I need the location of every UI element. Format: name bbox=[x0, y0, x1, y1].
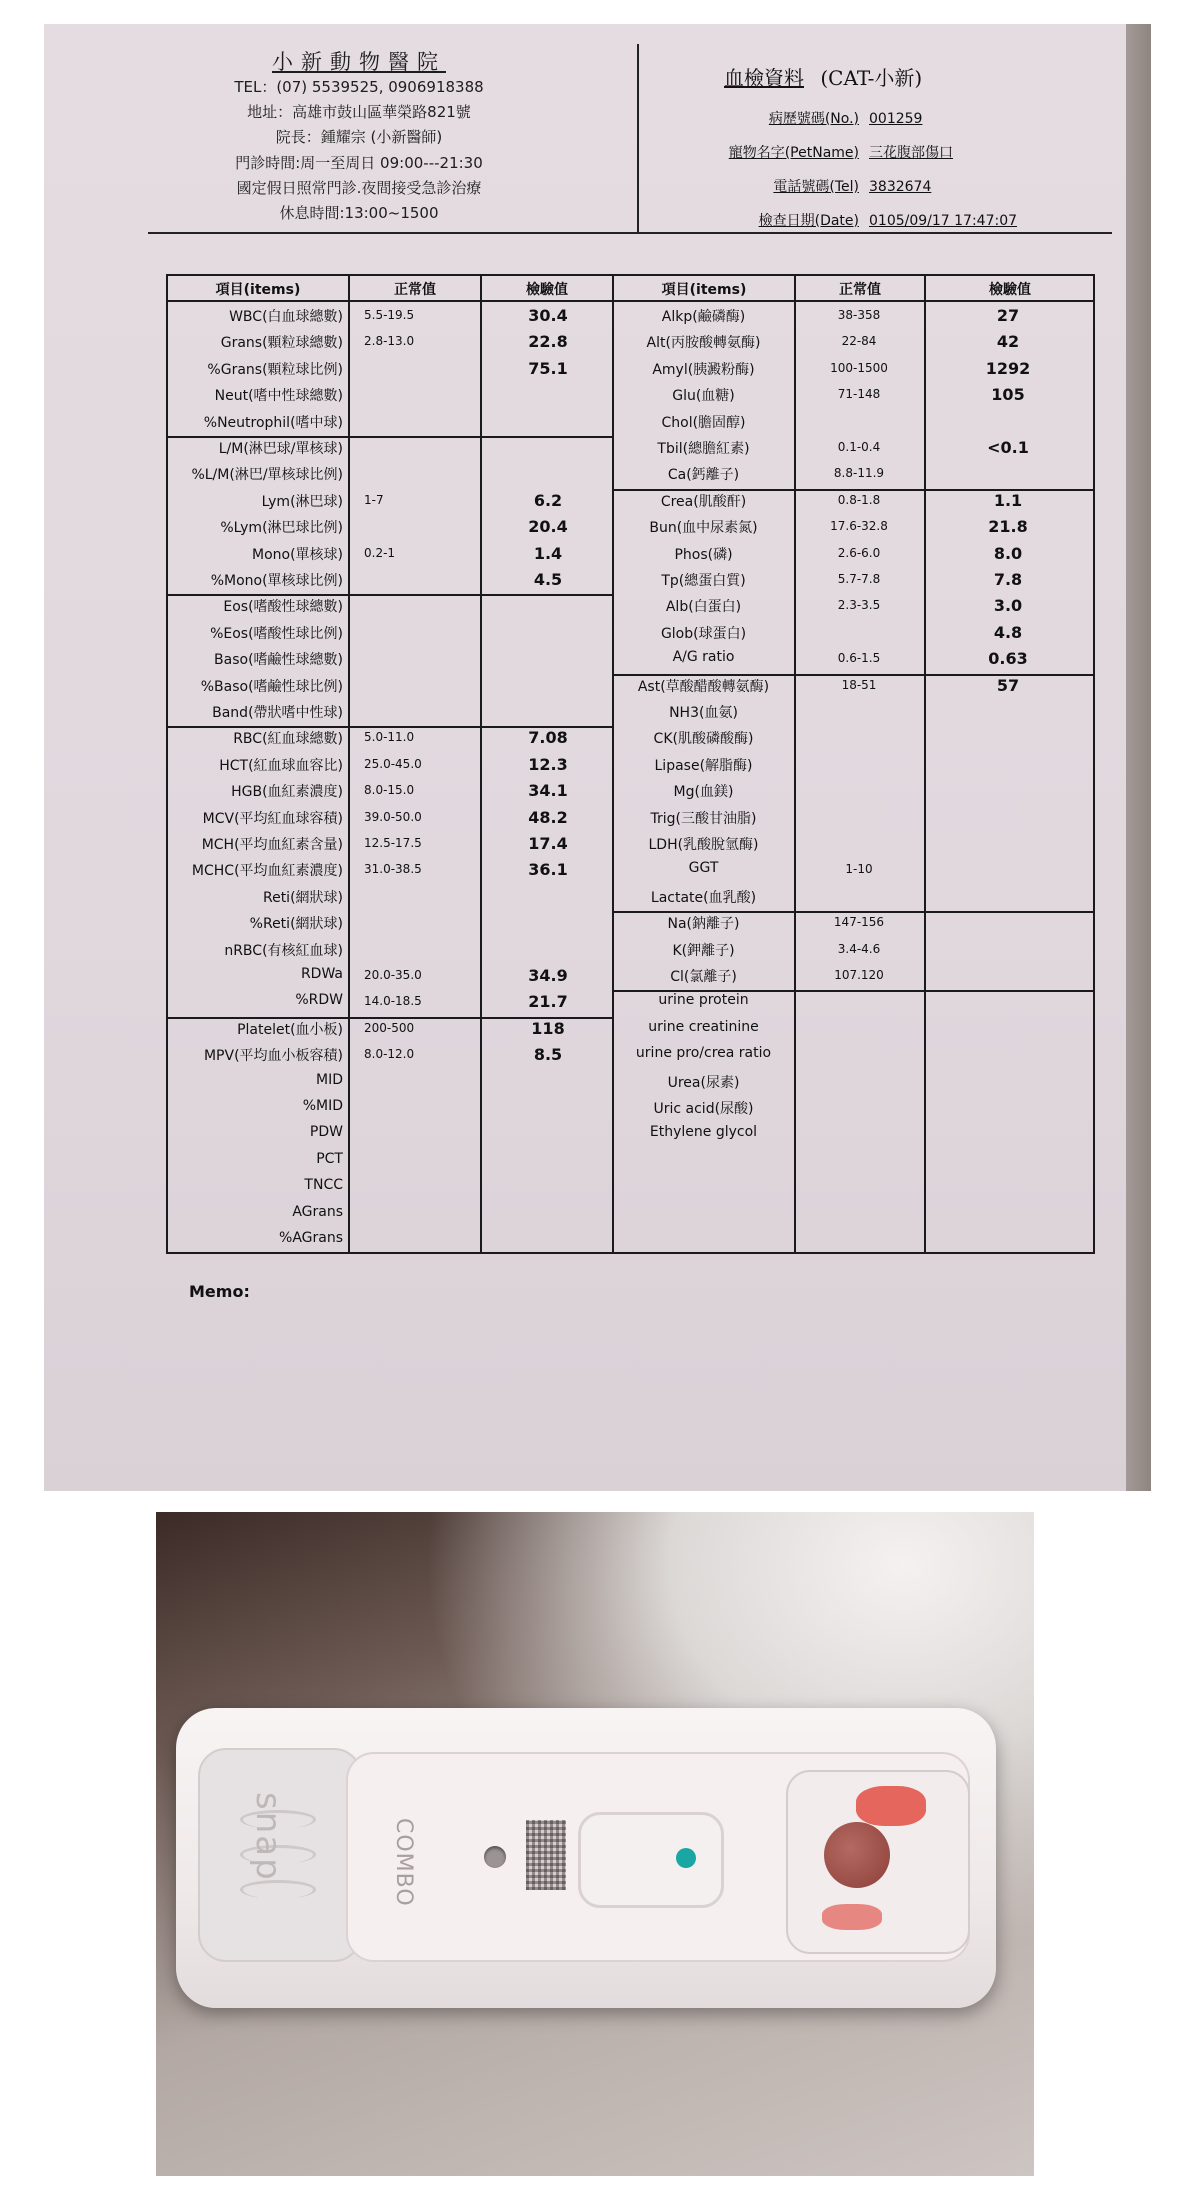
lab-report-photo bbox=[44, 24, 1151, 1491]
right-item-value: 21.8 bbox=[988, 517, 1028, 537]
left-item-name: %Reti(網狀球) bbox=[249, 916, 343, 933]
left-item-name: MCHC(平均血紅素濃度) bbox=[191, 863, 343, 880]
right-item-name: Chol(膽固醇) bbox=[661, 414, 746, 431]
info-row-tel bbox=[664, 176, 1064, 196]
report-subtitle: (CAT-小新) bbox=[820, 66, 923, 90]
right-item-name: CK(肌酸磷酸酶) bbox=[653, 731, 754, 748]
right-item-name: Amyl(胰澱粉酶) bbox=[652, 361, 755, 378]
header-divider-vertical bbox=[637, 44, 639, 234]
left-item-name: %MID bbox=[302, 1098, 343, 1114]
left-item-value: 22.8 bbox=[528, 332, 568, 352]
right-item-name: urine creatinine bbox=[648, 1018, 759, 1035]
right-item-name: Mg(血鎂) bbox=[673, 784, 734, 801]
left-item-name: %Baso(嗜鹼性球比例) bbox=[200, 678, 343, 695]
right-item-normal: 100-1500 bbox=[830, 360, 888, 375]
right-item-name: A/G ratio bbox=[672, 649, 735, 666]
clinic-tel: TEL：(07) 5539525, 0906918388 bbox=[234, 78, 484, 96]
left-item-name: Band(帶狀嗜中性球) bbox=[212, 705, 343, 721]
clinic-holiday-note: 國定假日照常門診.夜間接受急診治療 bbox=[236, 179, 482, 197]
left-item-name: Reti(網狀球) bbox=[262, 889, 343, 906]
left-item-name: %AGrans bbox=[279, 1230, 343, 1246]
header-value-right: 檢驗值 bbox=[989, 282, 1031, 298]
right-item-normal: 71-148 bbox=[837, 387, 881, 402]
header-normal-left: 正常值 bbox=[394, 282, 436, 298]
col-divider bbox=[612, 276, 614, 1252]
clinic-name: 小新動物醫院 bbox=[272, 50, 446, 74]
right-item-normal: 18-51 bbox=[841, 677, 877, 692]
left-item-value: 4.5 bbox=[533, 570, 563, 589]
blood-smear bbox=[822, 1904, 882, 1930]
left-group-divider bbox=[168, 726, 612, 728]
left-item-value: 34.1 bbox=[528, 781, 568, 801]
right-item-normal: 0.6-1.5 bbox=[837, 651, 881, 666]
report-title bbox=[724, 62, 922, 91]
right-item-normal: 38-358 bbox=[837, 308, 881, 322]
right-item-name: GGT bbox=[688, 860, 719, 877]
left-item-normal: 25.0-45.0 bbox=[364, 756, 422, 771]
right-group-divider bbox=[612, 990, 1093, 992]
right-item-name: Phos(磷) bbox=[674, 546, 733, 563]
blood-sample-pad bbox=[824, 1822, 890, 1888]
lab-results-table bbox=[166, 274, 1095, 1254]
right-item-name: NH3(血氨) bbox=[669, 705, 738, 721]
right-item-name: LDH(乳酸脫氫酶) bbox=[648, 837, 759, 853]
right-item-normal: 8.8-11.9 bbox=[833, 466, 885, 481]
right-item-value: <0.1 bbox=[987, 438, 1029, 457]
left-item-name: MCH(平均血紅素含量) bbox=[201, 837, 343, 853]
header-items-left: 項目(items) bbox=[215, 282, 301, 298]
right-item-name: Alkp(鹼磷酶) bbox=[661, 309, 746, 325]
left-item-value: 30.4 bbox=[528, 306, 568, 325]
right-item-value: 27 bbox=[996, 306, 1020, 325]
left-item-value: 8.5 bbox=[533, 1045, 563, 1065]
left-item-name: %Neutrophil(嗜中球) bbox=[203, 414, 343, 431]
right-item-value: 0.63 bbox=[988, 649, 1028, 669]
left-item-value: 12.3 bbox=[528, 754, 568, 774]
left-item-name: PDW bbox=[309, 1124, 343, 1141]
right-item-normal: 2.6-6.0 bbox=[837, 545, 881, 560]
left-item-name: HCT(紅血球血容比) bbox=[219, 757, 343, 774]
info-value: 三花腹部傷口 bbox=[869, 145, 953, 161]
memo-label: Memo: bbox=[189, 1282, 250, 1301]
info-value: 0105/09/17 17:47:07 bbox=[869, 213, 1018, 229]
info-row-record-no bbox=[664, 108, 1064, 128]
left-item-value: 48.2 bbox=[528, 807, 568, 827]
left-item-normal: 2.8-13.0 bbox=[364, 334, 415, 349]
clinic-address: 地址：高雄市鼓山區華榮路821號 bbox=[247, 103, 471, 121]
left-item-normal: 39.0-50.0 bbox=[364, 809, 422, 824]
right-item-name: Urea(尿素) bbox=[667, 1074, 740, 1091]
left-item-normal: 31.0-38.5 bbox=[364, 862, 422, 877]
right-item-name: Ca(鈣離子) bbox=[667, 467, 740, 484]
right-item-normal: 107.120 bbox=[834, 968, 884, 982]
header-normal-right: 正常值 bbox=[839, 282, 881, 298]
left-item-name: %Lym(淋巴球比例) bbox=[220, 520, 343, 537]
left-group-divider bbox=[168, 1017, 612, 1019]
right-item-name: Cl(氯離子) bbox=[670, 969, 737, 985]
right-item-normal: 0.8-1.8 bbox=[837, 492, 881, 507]
left-item-value: 34.9 bbox=[528, 966, 568, 985]
right-item-normal: 0.1-0.4 bbox=[837, 440, 881, 454]
info-value: 001259 bbox=[869, 111, 923, 127]
right-item-name: Ethylene glycol bbox=[649, 1124, 758, 1141]
left-item-value: 17.4 bbox=[528, 834, 568, 853]
left-item-normal: 1-7 bbox=[364, 492, 384, 507]
right-item-name: urine protein bbox=[658, 992, 749, 1009]
header-items-right: 項目(items) bbox=[661, 282, 747, 298]
left-item-normal: 20.0-35.0 bbox=[364, 968, 422, 982]
left-item-name: %Mono(單核球比例) bbox=[210, 573, 343, 589]
info-value: 3832674 bbox=[869, 179, 932, 195]
right-item-value: 3.0 bbox=[993, 596, 1023, 616]
right-group-divider bbox=[612, 911, 1093, 913]
right-item-value: 7.8 bbox=[993, 570, 1023, 589]
right-item-name: Tp(總蛋白質) bbox=[661, 573, 746, 589]
header-value-left: 檢驗值 bbox=[526, 282, 568, 298]
left-item-name: PCT bbox=[316, 1150, 343, 1167]
left-item-name: %Grans(顆粒球比例) bbox=[207, 361, 343, 378]
left-item-value: 118 bbox=[531, 1018, 565, 1038]
left-item-name: nRBC(有核紅血球) bbox=[224, 942, 343, 959]
left-item-name: MID bbox=[316, 1071, 343, 1088]
right-item-name: Glu(血糖) bbox=[672, 388, 735, 405]
left-item-name: Grans(顆粒球總數) bbox=[220, 335, 343, 352]
clinic-director: 院長：鍾耀宗 (小新醫師) bbox=[275, 128, 443, 146]
right-item-name: Lipase(解脂酶) bbox=[654, 757, 753, 774]
left-item-normal: 5.0-11.0 bbox=[364, 730, 415, 745]
right-item-value: 105 bbox=[991, 385, 1025, 405]
right-item-normal: 2.3-3.5 bbox=[837, 598, 881, 613]
right-item-name: Trig(三酸甘油脂) bbox=[650, 810, 757, 827]
left-item-value: 75.1 bbox=[528, 358, 568, 378]
right-item-value: 57 bbox=[996, 675, 1020, 695]
test-cartridge bbox=[176, 1708, 996, 2008]
left-item-name: Platelet(血小板) bbox=[237, 1021, 343, 1038]
left-item-normal: 14.0-18.5 bbox=[364, 994, 422, 1009]
left-item-value: 21.7 bbox=[528, 992, 568, 1012]
right-item-value: 8.0 bbox=[993, 543, 1023, 563]
result-window bbox=[578, 1812, 724, 1908]
col-divider bbox=[480, 276, 482, 1252]
left-item-name: AGrans bbox=[292, 1203, 343, 1220]
left-item-name: MPV(平均血小板容積) bbox=[203, 1048, 343, 1065]
left-item-name: L/M(淋巴球/單核球) bbox=[218, 441, 343, 457]
right-item-name: Alt(丙胺酸轉氨酶) bbox=[646, 335, 761, 352]
datamatrix-code bbox=[526, 1820, 566, 1890]
left-item-normal: 0.2-1 bbox=[364, 545, 396, 560]
left-item-name: RBC(紅血球總數) bbox=[233, 731, 343, 748]
cartridge-model: COMBO bbox=[391, 1818, 416, 1907]
left-item-name: Mono(單核球) bbox=[251, 546, 343, 563]
left-item-name: MCV(平均紅血球容積) bbox=[202, 810, 343, 827]
right-item-value: 1292 bbox=[985, 358, 1031, 378]
info-label: 病歷號碼(No.) bbox=[768, 111, 859, 127]
left-item-name: Lym(淋巴球) bbox=[261, 493, 343, 510]
left-item-normal: 5.5-19.5 bbox=[364, 308, 415, 322]
left-item-value: 36.1 bbox=[528, 860, 568, 880]
right-item-normal: 22-84 bbox=[841, 334, 877, 349]
left-item-normal: 200-500 bbox=[364, 1020, 415, 1035]
right-item-normal: 1-10 bbox=[845, 862, 873, 877]
left-item-normal: 8.0-12.0 bbox=[364, 1047, 415, 1062]
right-item-name: Tbil(總膽紅素) bbox=[657, 441, 750, 457]
paper-edge bbox=[1126, 24, 1151, 1491]
right-item-normal: 5.7-7.8 bbox=[837, 572, 881, 586]
cartridge-brand: snap bbox=[248, 1792, 288, 1882]
right-item-normal: 3.4-4.6 bbox=[837, 941, 881, 956]
test-cartridge-photo bbox=[156, 1512, 1034, 2176]
left-item-name: WBC(白血球總數) bbox=[229, 309, 343, 325]
left-item-name: %Eos(嗜酸性球比例) bbox=[210, 625, 343, 642]
right-group-divider bbox=[612, 489, 1093, 491]
blood-smear bbox=[856, 1786, 926, 1826]
right-item-value: 42 bbox=[996, 332, 1020, 352]
right-item-normal: 147-156 bbox=[833, 915, 885, 930]
right-item-name: K(鉀離子) bbox=[672, 942, 735, 959]
left-item-value: 20.4 bbox=[528, 517, 568, 537]
right-group-divider bbox=[612, 674, 1093, 676]
info-label: 寵物名字(PetName) bbox=[728, 145, 859, 161]
left-item-name: Eos(嗜酸性球總數) bbox=[223, 599, 343, 616]
right-item-name: Glob(球蛋白) bbox=[660, 625, 747, 642]
left-item-name: HGB(血紅素濃度) bbox=[231, 784, 343, 801]
clinic-break-time: 休息時間:13:00~1500 bbox=[279, 204, 439, 222]
left-item-value: 7.08 bbox=[528, 728, 568, 748]
left-item-name: %RDW bbox=[295, 992, 343, 1009]
left-item-name: %L/M(淋巴/單核球比例) bbox=[191, 467, 343, 484]
right-item-name: Bun(血中尿素氮) bbox=[649, 520, 758, 537]
right-item-name: Ast(草酸醋酸轉氨酶) bbox=[637, 678, 770, 695]
left-item-name: TNCC bbox=[304, 1177, 343, 1194]
left-item-normal: 12.5-17.5 bbox=[364, 836, 422, 850]
right-item-value: 1.1 bbox=[993, 490, 1023, 510]
left-item-value: 6.2 bbox=[533, 490, 563, 510]
right-item-name: urine pro/crea ratio bbox=[635, 1045, 772, 1062]
left-item-name: Baso(嗜鹼性球總數) bbox=[214, 652, 343, 669]
left-item-normal: 8.0-15.0 bbox=[364, 783, 415, 798]
left-item-name: Neut(嗜中性球總數) bbox=[214, 388, 343, 405]
right-item-name: Crea(肌酸酐) bbox=[660, 493, 747, 510]
info-row-pet-name bbox=[664, 142, 1064, 162]
right-item-name: Alb(白蛋白) bbox=[665, 599, 742, 616]
header-divider-horizontal bbox=[148, 232, 1112, 234]
right-item-name: Na(鈉離子) bbox=[667, 916, 740, 933]
info-label: 電話號碼(Tel) bbox=[773, 179, 859, 195]
col-divider bbox=[924, 276, 926, 1252]
grip-ridge bbox=[240, 1880, 316, 1899]
header-underline bbox=[168, 300, 1093, 302]
control-spot bbox=[676, 1848, 696, 1868]
col-divider bbox=[348, 276, 350, 1252]
col-divider bbox=[794, 276, 796, 1252]
left-group-divider bbox=[168, 436, 612, 438]
right-item-value: 4.8 bbox=[993, 622, 1023, 642]
right-item-name: Lactate(血乳酸) bbox=[650, 889, 757, 906]
left-item-value: 1.4 bbox=[533, 543, 563, 563]
report-title-text: 血檢資料 bbox=[724, 66, 804, 90]
left-item-name: RDWa bbox=[300, 966, 343, 982]
right-item-normal: 17.6-32.8 bbox=[830, 519, 888, 534]
sample-well bbox=[484, 1846, 506, 1868]
left-group-divider bbox=[168, 594, 612, 596]
right-item-name: Uric acid(尿酸) bbox=[653, 1101, 754, 1117]
info-label: 檢查日期(Date) bbox=[758, 213, 859, 229]
info-row-date bbox=[664, 210, 1064, 230]
clinic-hours: 門診時間:周一至周日 09:00---21:30 bbox=[235, 154, 483, 172]
